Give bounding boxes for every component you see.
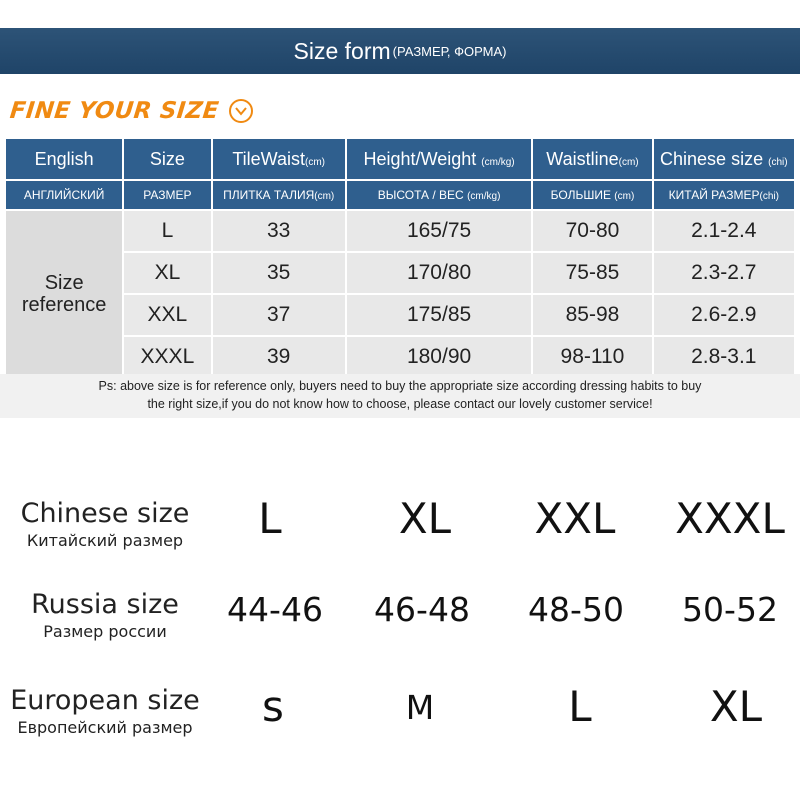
- header-ru-chinese-size: КИТАЙ РАЗМЕР(chi): [654, 181, 794, 209]
- header-english: English: [6, 139, 122, 179]
- header-size: Size: [124, 139, 210, 179]
- banner-title: Size form: [293, 37, 391, 64]
- table-row: [6, 337, 794, 377]
- chevron-down-circle-icon: [229, 99, 253, 123]
- height-weight-cell: 170/80: [347, 253, 531, 293]
- size-cell: XL: [124, 253, 210, 293]
- size-cell: XXXL: [124, 337, 210, 377]
- european-size-label: European size Европейский размер: [10, 685, 200, 737]
- table-row: [6, 253, 794, 293]
- chinese-size-cell: 2.8-3.1: [654, 337, 794, 377]
- tilewaist-cell: 33: [213, 211, 345, 251]
- chinese-size-value: XXL: [534, 494, 616, 543]
- note-line-1: Ps: above size is for reference only, buyers need to buy the appropriate size according dressing habits to buy: [98, 379, 702, 393]
- header-waistline: Waistline(cm): [533, 139, 651, 179]
- european-size-value: L: [568, 682, 592, 731]
- table-row: [6, 211, 794, 251]
- chinese-size-value: XL: [398, 494, 452, 543]
- waistline-cell: 70-80: [533, 211, 651, 251]
- banner-subtitle: (РАЗМЕР, ФОРМА): [392, 43, 507, 59]
- russia-size-value: 46-48: [374, 590, 470, 629]
- header-ru-size: РАЗМЕР: [124, 181, 210, 209]
- waistline-cell: 85-98: [533, 295, 651, 335]
- size-reference-label: Size reference: [6, 211, 122, 377]
- size-table: [4, 137, 796, 379]
- header-height-weight: Height/Weight (cm/kg): [347, 139, 531, 179]
- russia-size-value: 48-50: [528, 590, 624, 629]
- chinese-size-cell: 2.3-2.7: [654, 253, 794, 293]
- russia-size-value: 44-46: [227, 590, 323, 629]
- tilewaist-cell: 37: [213, 295, 345, 335]
- header-ru-tilewaist: ПЛИТКА ТАЛИЯ(cm): [213, 181, 345, 209]
- size-cell: XXL: [124, 295, 210, 335]
- header-ru-waistline: БОЛЬШИЕ (cm): [533, 181, 651, 209]
- european-size-value: M: [405, 688, 435, 727]
- fine-your-size-heading: [10, 94, 253, 128]
- european-size-value: s: [262, 682, 284, 731]
- height-weight-cell: 165/75: [347, 211, 531, 251]
- russia-size-label: Russia size Размер россии: [31, 589, 179, 641]
- chinese-size-label: Chinese size Китайский размер: [20, 498, 190, 550]
- waistline-cell: 98-110: [533, 337, 651, 377]
- table-header-russian: [6, 181, 794, 209]
- header-tilewaist: TileWaist(cm): [213, 139, 345, 179]
- chinese-size-cell: 2.6-2.9: [654, 295, 794, 335]
- chinese-size-cell: 2.1-2.4: [654, 211, 794, 251]
- table-row: [6, 295, 794, 335]
- table-header-english: [6, 139, 794, 179]
- size-cell: L: [124, 211, 210, 251]
- tilewaist-cell: 39: [213, 337, 345, 377]
- chinese-size-value: XXXL: [675, 494, 785, 543]
- height-weight-cell: 180/90: [347, 337, 531, 377]
- tilewaist-cell: 35: [213, 253, 345, 293]
- chinese-size-value: L: [258, 494, 282, 543]
- note-line-2: the right size,if you do not know how to choose, please contact our lovely customer service!: [147, 397, 653, 411]
- waistline-cell: 75-85: [533, 253, 651, 293]
- header-chinese-size: Chinese size (chi): [654, 139, 794, 179]
- height-weight-cell: 175/85: [347, 295, 531, 335]
- size-form-banner: [0, 28, 800, 74]
- russia-size-value: 50-52: [682, 590, 778, 629]
- european-size-value: XL: [709, 682, 763, 731]
- header-ru-height-weight: ВЫСОТА / ВЕС (cm/kg): [347, 181, 531, 209]
- fine-your-size-text: FINE YOUR SIZE: [8, 98, 221, 124]
- reference-note: [0, 374, 800, 418]
- header-ru-english: АНГЛИЙСКИЙ: [6, 181, 122, 209]
